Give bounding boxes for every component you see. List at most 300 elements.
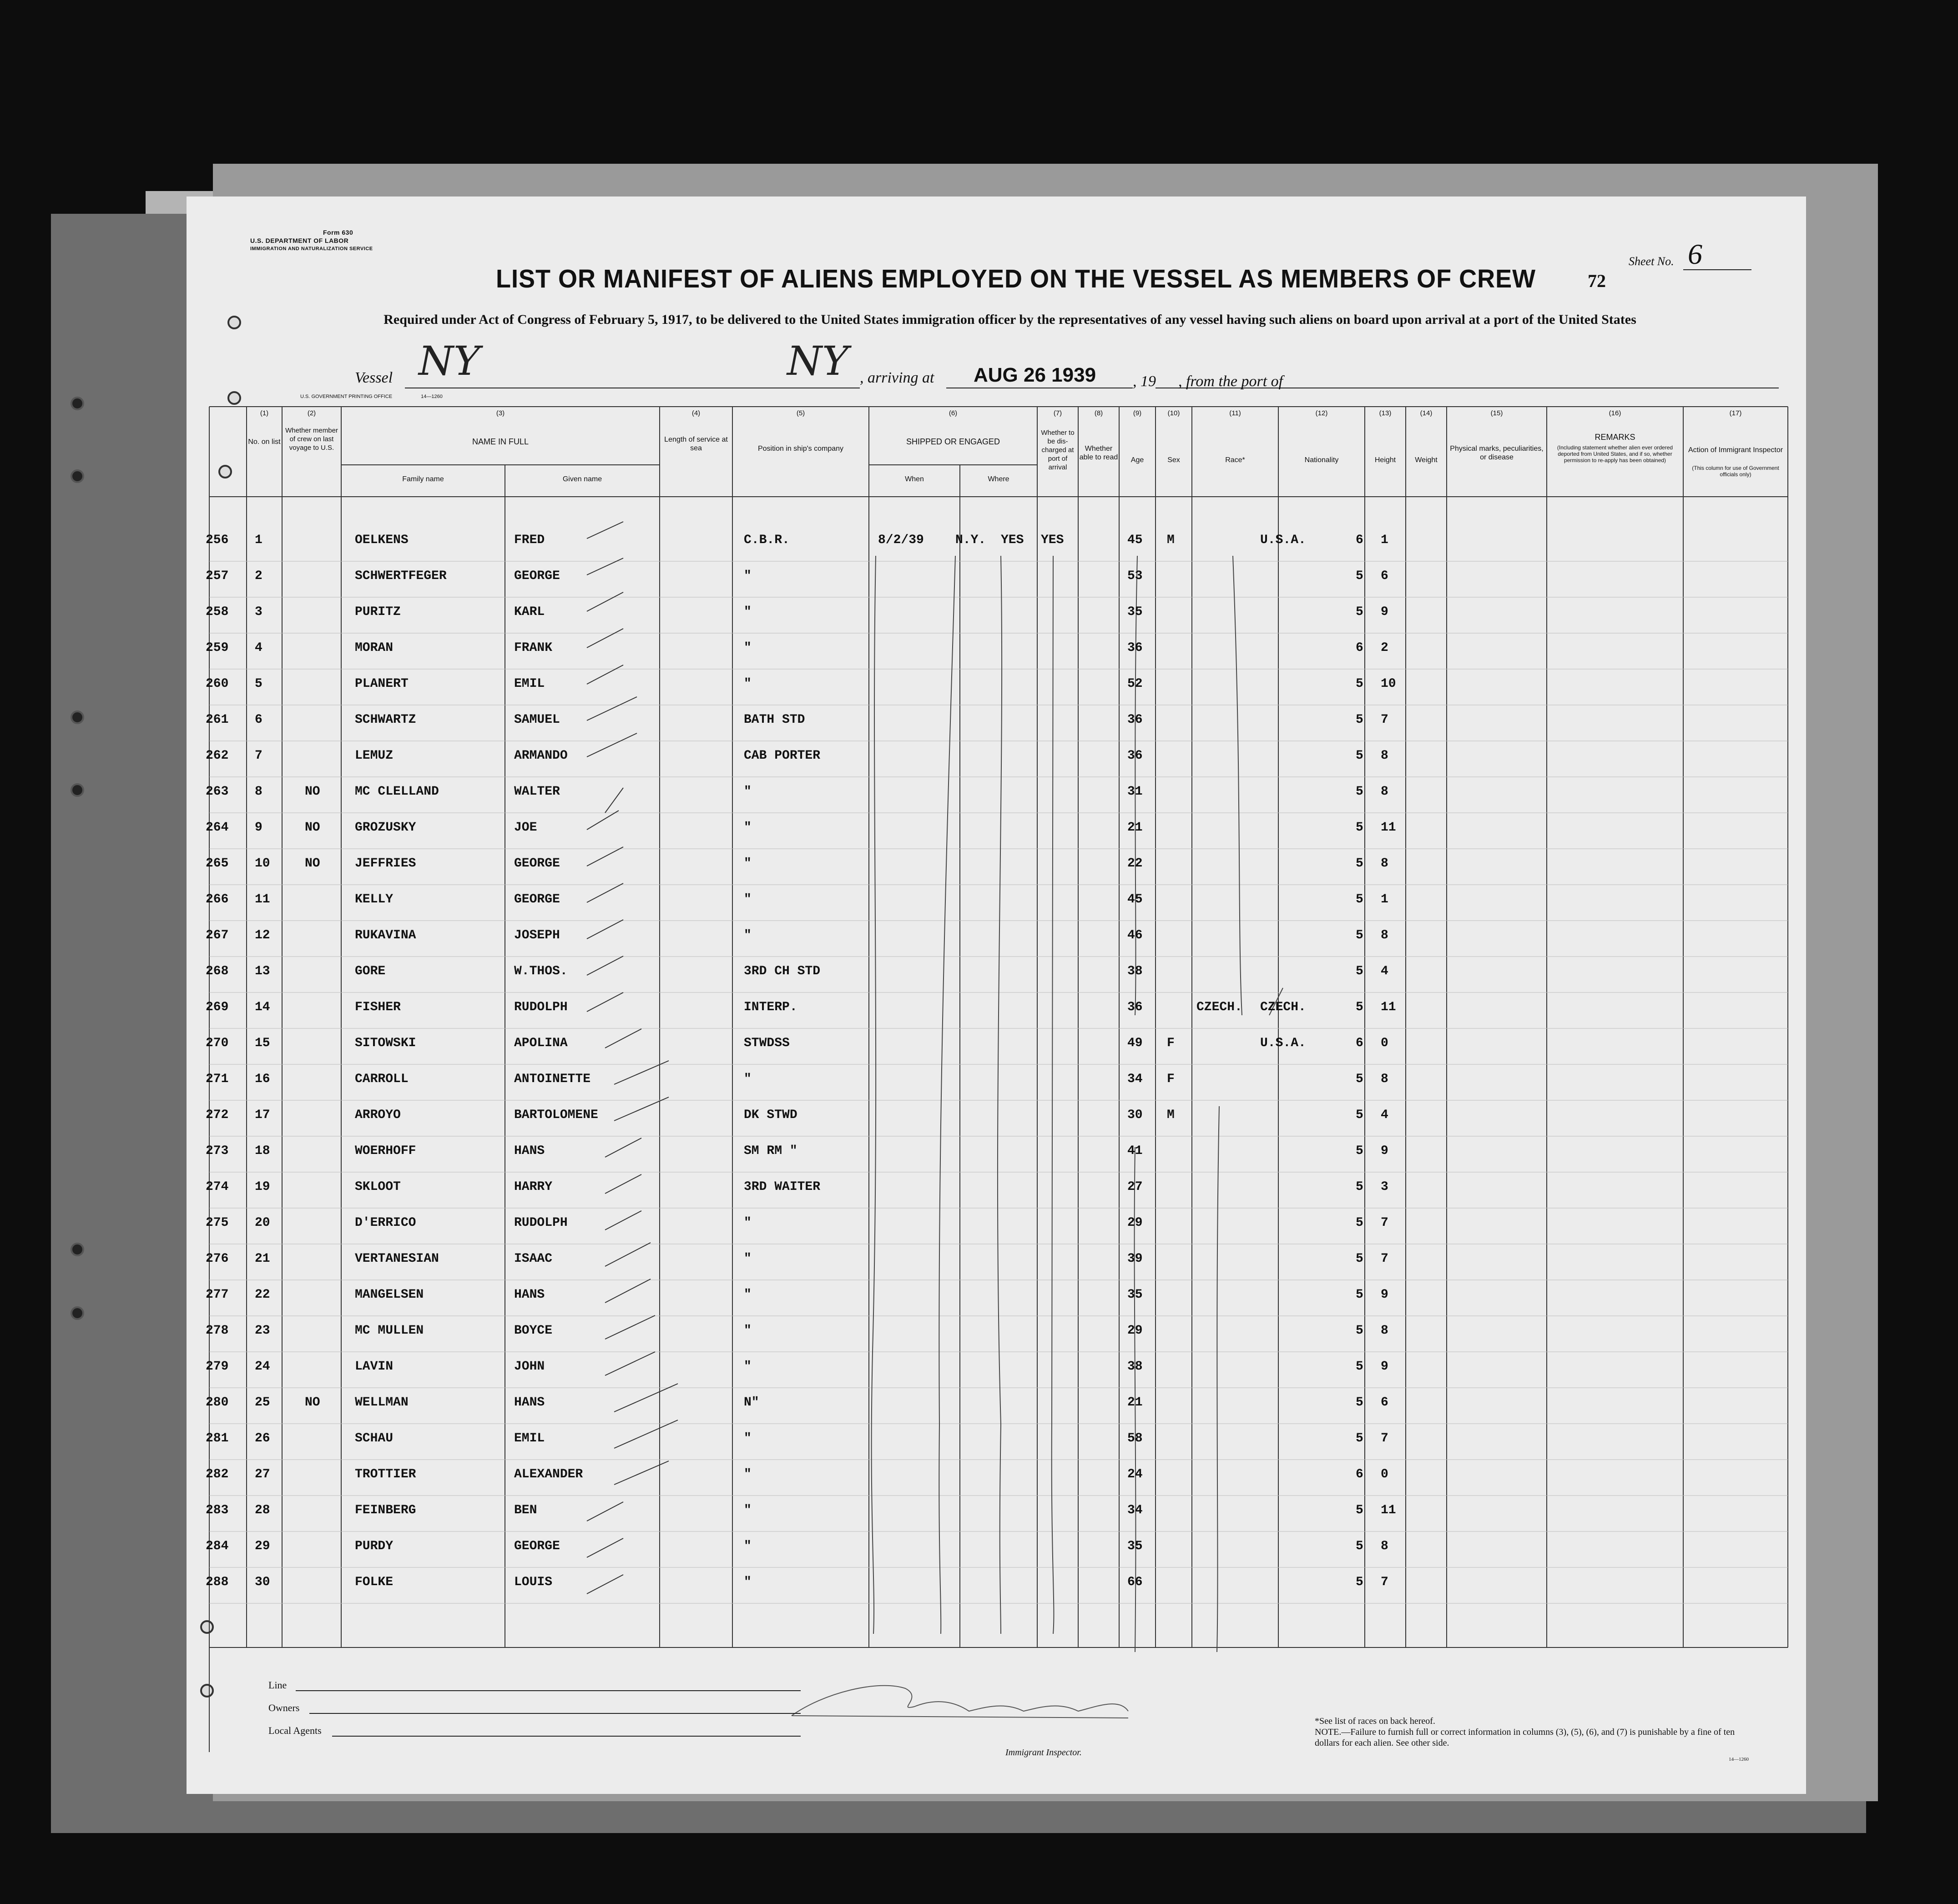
row-weight: 9 <box>1381 1360 1388 1374</box>
row-able-to-read: YES <box>1041 533 1064 547</box>
row-weight: 4 <box>1381 964 1388 978</box>
header-length-of-service: Length of service at sea <box>664 436 728 452</box>
row-age: 66 <box>1127 1575 1143 1589</box>
row-given-name: RUDOLPH <box>514 1000 568 1014</box>
row-ref-number: 264 <box>206 821 229 835</box>
header-where: Where <box>988 475 1009 483</box>
row-given-name: W.THOS. <box>514 964 568 978</box>
row-no-on-list: 18 <box>255 1144 270 1158</box>
row-no-on-list: 17 <box>255 1108 270 1122</box>
row-position: " <box>744 785 752 799</box>
row-given-name: HANS <box>514 1395 545 1410</box>
header-nationality: Nationality <box>1304 456 1339 464</box>
row-position: CAB PORTER <box>744 749 821 763</box>
header-no-on-list: No. on list <box>248 438 281 446</box>
row-no-on-list: 24 <box>255 1360 270 1374</box>
row-height: 5 <box>1356 964 1363 978</box>
row-age: 29 <box>1127 1324 1143 1338</box>
row-height: 5 <box>1356 928 1363 942</box>
ditto-lines <box>872 556 1283 1652</box>
row-ref-number: 256 <box>206 533 229 547</box>
row-age: 45 <box>1127 533 1143 547</box>
row-age: 21 <box>1127 1395 1143 1410</box>
row-given-name: JOHN <box>514 1360 545 1374</box>
row-age: 49 <box>1127 1036 1143 1050</box>
row-ref-number: 263 <box>206 785 229 799</box>
row-ref-number: 276 <box>206 1252 229 1266</box>
row-height: 5 <box>1356 821 1363 835</box>
punch-hole-icon <box>200 1684 214 1697</box>
binder-ring-icon <box>71 783 84 797</box>
row-age: 58 <box>1127 1431 1143 1446</box>
row-family-name: KELLY <box>355 892 394 907</box>
row-age: 34 <box>1127 1503 1143 1517</box>
header-given-name: Given name <box>562 475 602 483</box>
row-family-name: JEFFRIES <box>355 856 416 871</box>
row-position: " <box>744 1360 752 1374</box>
row-weight: 7 <box>1381 1431 1388 1446</box>
row-given-name: ISAAC <box>514 1252 553 1266</box>
row-height: 5 <box>1356 749 1363 763</box>
row-ref-number: 266 <box>206 892 229 907</box>
row-age: 52 <box>1127 677 1143 691</box>
row-weight: 8 <box>1381 749 1388 763</box>
row-age: 36 <box>1127 641 1143 655</box>
row-no-on-list: 15 <box>255 1036 270 1050</box>
row-age: 24 <box>1127 1467 1143 1481</box>
row-height: 5 <box>1356 1360 1363 1374</box>
races-note: *See list of races on back hereof. <box>1315 1716 1435 1726</box>
row-given-name: ARMANDO <box>514 749 568 763</box>
row-family-name: SKLOOT <box>355 1180 401 1194</box>
header-whether-member: Whether member of crew on last voyage to U.S. <box>285 427 338 452</box>
binder-ring-icon <box>71 1243 84 1256</box>
row-height: 5 <box>1356 1216 1363 1230</box>
row-nationality: U.S.A. <box>1260 1036 1306 1050</box>
row-ref-number: 273 <box>206 1144 229 1158</box>
row-age: 31 <box>1127 785 1143 799</box>
row-given-name: HARRY <box>514 1180 553 1194</box>
row-position: 3RD WAITER <box>744 1180 821 1194</box>
row-ref-number: 269 <box>206 1000 229 1014</box>
row-height: 5 <box>1356 605 1363 619</box>
footer-line-label: Line <box>268 1679 287 1691</box>
row-position: " <box>744 641 752 655</box>
row-ref-number: 288 <box>206 1575 229 1589</box>
row-given-name: BARTOLOMENE <box>514 1108 598 1122</box>
row-ref-number: 282 <box>206 1467 229 1481</box>
row-ref-number: 275 <box>206 1216 229 1230</box>
immigrant-inspector-label: Immigrant Inspector. <box>1005 1748 1082 1758</box>
row-ref-number: 260 <box>206 677 229 691</box>
row-member-last-voyage: NO <box>305 821 320 835</box>
row-no-on-list: 1 <box>255 533 262 547</box>
row-age: 45 <box>1127 892 1143 907</box>
row-position: " <box>744 1431 752 1446</box>
row-no-on-list: 3 <box>255 605 262 619</box>
row-height: 6 <box>1356 1036 1363 1050</box>
row-no-on-list: 10 <box>255 856 270 871</box>
arrival-date-stamp: AUG 26 1939 <box>974 364 1096 386</box>
row-ref-number: 270 <box>206 1036 229 1050</box>
row-position: INTERP. <box>744 1000 797 1014</box>
row-age: 35 <box>1127 1288 1143 1302</box>
row-height: 5 <box>1356 1539 1363 1553</box>
row-given-name: GEORGE <box>514 569 560 583</box>
form-header-block <box>250 228 373 253</box>
row-weight: 7 <box>1381 1575 1388 1589</box>
header-shipped-or-engaged: SHIPPED OR ENGAGED <box>906 437 1000 446</box>
row-position: " <box>744 1252 752 1266</box>
row-given-name: FRED <box>514 533 545 547</box>
row-no-on-list: 20 <box>255 1216 270 1230</box>
row-height: 5 <box>1356 1575 1363 1589</box>
row-race: CZECH. <box>1196 1000 1242 1014</box>
header-action-sub: (This column for use of Government officials only) <box>1692 465 1779 478</box>
row-given-name: RUDOLPH <box>514 1216 568 1230</box>
row-ref-number: 277 <box>206 1288 229 1302</box>
service-name: IMMIGRATION AND NATURALIZATION SERVICE <box>250 246 373 252</box>
row-age: 36 <box>1127 1000 1143 1014</box>
row-age: 38 <box>1127 1360 1143 1374</box>
row-ref-number: 259 <box>206 641 229 655</box>
row-weight: 8 <box>1381 856 1388 871</box>
row-position: " <box>744 1324 752 1338</box>
row-weight: 3 <box>1381 1180 1388 1194</box>
printing-office-text: U.S. GOVERNMENT PRINTING OFFICE <box>300 394 393 399</box>
row-no-on-list: 16 <box>255 1072 270 1086</box>
row-height: 5 <box>1356 1324 1363 1338</box>
row-position: STWDSS <box>744 1036 790 1050</box>
row-family-name: FISHER <box>355 1000 401 1014</box>
row-family-name: MANGELSEN <box>355 1288 424 1302</box>
row-ref-number: 279 <box>206 1360 229 1374</box>
row-height: 5 <box>1356 569 1363 583</box>
check-marks <box>587 522 678 1594</box>
row-height: 5 <box>1356 1431 1363 1446</box>
department-name: U.S. DEPARTMENT OF LABOR <box>250 237 349 244</box>
header-physical-marks: Physical marks, peculiarities, or disease <box>1450 445 1544 461</box>
header-action-inspector: Action of Immigrant Inspector <box>1688 446 1783 454</box>
row-weight: 2 <box>1381 641 1388 655</box>
row-age: 21 <box>1127 821 1143 835</box>
header-when: When <box>905 475 924 483</box>
row-family-name: GORE <box>355 964 386 978</box>
row-given-name: GEORGE <box>514 856 560 871</box>
row-age: 35 <box>1127 1539 1143 1553</box>
punch-hole-icon <box>200 1620 214 1634</box>
required-under-act-text: Required under Act of Congress of February 5, 1917, to be delivered to the United States immigration officer by the representatives of any vessel having such aliens on board upon arrival at a port of the United States <box>384 312 1636 327</box>
row-weight: 6 <box>1381 569 1388 583</box>
row-position: C.B.R. <box>744 533 790 547</box>
row-ref-number: 268 <box>206 964 229 978</box>
row-given-name: HANS <box>514 1288 545 1302</box>
row-height: 5 <box>1356 1180 1363 1194</box>
row-weight: 6 <box>1381 1395 1388 1410</box>
row-ref-number: 281 <box>206 1431 229 1446</box>
footer-line-field <box>296 1690 801 1691</box>
row-weight: 0 <box>1381 1467 1388 1481</box>
row-position: " <box>744 677 752 691</box>
row-given-name: EMIL <box>514 1431 545 1446</box>
footer-note <box>1315 1716 1761 1748</box>
row-no-on-list: 4 <box>255 641 262 655</box>
footer-owners-field <box>309 1713 801 1714</box>
row-no-on-list: 27 <box>255 1467 270 1481</box>
row-family-name: RUKAVINA <box>355 928 416 942</box>
row-no-on-list: 19 <box>255 1180 270 1194</box>
vessel-label: Vessel <box>355 369 393 386</box>
row-ref-number: 257 <box>206 569 229 583</box>
row-shipped-where: N.Y. <box>955 533 986 547</box>
punch-hole-icon <box>227 316 241 329</box>
header-family-name: Family name <box>402 475 444 483</box>
row-rule-lines <box>209 561 1788 1603</box>
row-given-name: KARL <box>514 605 545 619</box>
header-age: Age <box>1130 456 1144 464</box>
row-given-name: BEN <box>514 1503 537 1517</box>
row-no-on-list: 11 <box>255 892 270 907</box>
row-sex: M <box>1167 1108 1175 1122</box>
row-position: BATH STD <box>744 713 805 727</box>
row-ref-number: 265 <box>206 856 229 871</box>
row-weight: 8 <box>1381 1324 1388 1338</box>
row-family-name: LEMUZ <box>355 749 394 763</box>
punch-hole-icon <box>227 391 241 405</box>
row-family-name: OELKENS <box>355 533 409 547</box>
col-num-9: (9) <box>1133 409 1142 417</box>
row-given-name: WALTER <box>514 785 560 799</box>
row-given-name: LOUIS <box>514 1575 553 1589</box>
row-ref-number: 262 <box>206 749 229 763</box>
row-member-last-voyage: NO <box>305 785 320 799</box>
col-num-1: (1) <box>260 409 269 417</box>
row-no-on-list: 29 <box>255 1539 270 1553</box>
row-age: 46 <box>1127 928 1143 942</box>
col-num-12: (12) <box>1315 409 1328 417</box>
sheet-number-line <box>1683 269 1751 270</box>
row-position: " <box>744 605 752 619</box>
row-position: " <box>744 1467 752 1481</box>
row-given-name: APOLINA <box>514 1036 568 1050</box>
row-family-name: MC CLELLAND <box>355 785 439 799</box>
row-position: " <box>744 892 752 907</box>
row-position: " <box>744 1216 752 1230</box>
col-num-11: (11) <box>1229 409 1241 417</box>
header-remarks: REMARKS <box>1595 433 1635 442</box>
col-num-7: (7) <box>1053 409 1062 417</box>
row-age: 39 <box>1127 1252 1143 1266</box>
header-able-to-read: Whether able to read <box>1079 445 1118 461</box>
row-no-on-list: 13 <box>255 964 270 978</box>
row-height: 5 <box>1356 1503 1363 1517</box>
row-ref-number: 280 <box>206 1395 229 1410</box>
row-given-name: JOSEPH <box>514 928 560 942</box>
row-family-name: PLANERT <box>355 677 409 691</box>
row-weight: 8 <box>1381 1539 1388 1553</box>
row-no-on-list: 9 <box>255 821 262 835</box>
from-port-label: , from the port of <box>1178 373 1283 390</box>
row-family-name: FEINBERG <box>355 1503 416 1517</box>
col-num-3: (3) <box>496 409 505 417</box>
arriving-label: , arriving at <box>860 369 934 386</box>
row-height: 5 <box>1356 1144 1363 1158</box>
row-no-on-list: 2 <box>255 569 262 583</box>
col-num-8: (8) <box>1094 409 1103 417</box>
row-weight: 4 <box>1381 1108 1388 1122</box>
row-given-name: FRANK <box>514 641 553 655</box>
year-label: , 19 <box>1133 373 1156 390</box>
row-weight: 8 <box>1381 785 1388 799</box>
row-sex: F <box>1167 1036 1175 1050</box>
row-ref-number: 283 <box>206 1503 229 1517</box>
header-position: Position in ship's company <box>757 445 844 453</box>
footer-local-agents-field <box>332 1736 801 1737</box>
row-family-name: SCHWERTFEGER <box>355 569 447 583</box>
row-family-name: GROZUSKY <box>355 821 416 835</box>
row-given-name: JOE <box>514 821 537 835</box>
form-code-bottom: 14—1260 <box>1729 1757 1749 1762</box>
row-no-on-list: 28 <box>255 1503 270 1517</box>
row-given-name: ALEXANDER <box>514 1467 583 1481</box>
row-height: 5 <box>1356 892 1363 907</box>
row-no-on-list: 30 <box>255 1575 270 1589</box>
row-member-last-voyage: NO <box>305 856 320 871</box>
row-age: 36 <box>1127 713 1143 727</box>
row-height: 6 <box>1356 533 1363 547</box>
col-num-16: (16) <box>1609 409 1621 417</box>
row-weight: 11 <box>1381 1503 1396 1517</box>
row-weight: 11 <box>1381 821 1396 835</box>
row-position: " <box>744 856 752 871</box>
row-height: 5 <box>1356 785 1363 799</box>
row-position: DK STWD <box>744 1108 797 1122</box>
row-family-name: WELLMAN <box>355 1395 409 1410</box>
binder-ring-icon <box>71 397 84 410</box>
row-weight: 11 <box>1381 1000 1396 1014</box>
row-given-name: ANTOINETTE <box>514 1072 591 1086</box>
row-given-name: HANS <box>514 1144 545 1158</box>
row-age: 41 <box>1127 1144 1143 1158</box>
row-age: 53 <box>1127 569 1143 583</box>
binder-ring-icon <box>71 1306 84 1320</box>
col-num-4: (4) <box>691 409 701 417</box>
row-nationality: CZECH. <box>1260 1000 1306 1014</box>
row-position: " <box>744 1575 752 1589</box>
row-weight: 9 <box>1381 1288 1388 1302</box>
row-ref-number: 258 <box>206 605 229 619</box>
row-family-name: PURDY <box>355 1539 394 1553</box>
row-height: 5 <box>1356 1395 1363 1410</box>
row-weight: 9 <box>1381 605 1388 619</box>
row-sex: M <box>1167 533 1175 547</box>
row-weight: 7 <box>1381 713 1388 727</box>
row-family-name: FOLKE <box>355 1575 394 1589</box>
row-weight: 7 <box>1381 1252 1388 1266</box>
row-family-name: SCHAU <box>355 1431 394 1446</box>
row-family-name: SITOWSKI <box>355 1036 416 1050</box>
row-height: 5 <box>1356 1108 1363 1122</box>
row-height: 5 <box>1356 1000 1363 1014</box>
row-age: 35 <box>1127 605 1143 619</box>
row-weight: 10 <box>1381 677 1396 691</box>
punch-hole-icon <box>218 465 232 479</box>
row-position: " <box>744 569 752 583</box>
penalty-note: NOTE.—Failure to furnish full or correct information in columns (3), (5), (6), and (7) is punishable by a fine of ten dollars for each alien. See other side. <box>1315 1727 1735 1748</box>
row-height: 6 <box>1356 641 1363 655</box>
row-family-name: VERTANESIAN <box>355 1252 439 1266</box>
row-family-name: WOERHOFF <box>355 1144 416 1158</box>
row-family-name: D'ERRICO <box>355 1216 416 1230</box>
row-no-on-list: 6 <box>255 713 262 727</box>
vessel-name-handwritten: NY <box>419 337 480 384</box>
header-whether-discharged: Whether to be dis- charged at port of arrival <box>1041 429 1075 471</box>
row-nationality: U.S.A. <box>1260 533 1306 547</box>
row-family-name: CARROLL <box>355 1072 409 1086</box>
row-weight: 9 <box>1381 1144 1388 1158</box>
row-position: N" <box>744 1395 759 1410</box>
row-position: SM RM " <box>744 1144 797 1158</box>
row-position: " <box>744 1072 752 1086</box>
row-ref-number: 278 <box>206 1324 229 1338</box>
row-ref-number: 284 <box>206 1539 229 1553</box>
col-num-13: (13) <box>1379 409 1392 417</box>
row-shipped-when: 8/2/39 <box>878 533 924 547</box>
binder-ring-icon <box>71 469 84 483</box>
row-age: 36 <box>1127 749 1143 763</box>
row-weight: 1 <box>1381 892 1388 907</box>
row-given-name: BOYCE <box>514 1324 553 1338</box>
page-number: 72 <box>1588 271 1606 291</box>
col-num-17: (17) <box>1729 409 1742 417</box>
col-num-2: (2) <box>307 409 316 417</box>
row-weight: 8 <box>1381 1072 1388 1086</box>
row-ref-number: 272 <box>206 1108 229 1122</box>
row-ref-number: 271 <box>206 1072 229 1086</box>
row-no-on-list: 21 <box>255 1252 270 1266</box>
row-height: 5 <box>1356 1072 1363 1086</box>
row-ref-number: 261 <box>206 713 229 727</box>
row-given-name: GEORGE <box>514 1539 560 1553</box>
row-weight: 0 <box>1381 1036 1388 1050</box>
row-family-name: MC MULLEN <box>355 1324 424 1338</box>
row-height: 5 <box>1356 1288 1363 1302</box>
signature-drawing <box>792 1686 1128 1718</box>
manifest-page <box>187 196 1806 1794</box>
row-weight: 8 <box>1381 928 1388 942</box>
row-given-name: GEORGE <box>514 892 560 907</box>
row-no-on-list: 22 <box>255 1288 270 1302</box>
row-family-name: MORAN <box>355 641 394 655</box>
row-age: 34 <box>1127 1072 1143 1086</box>
row-position: " <box>744 1503 752 1517</box>
row-no-on-list: 7 <box>255 749 262 763</box>
row-no-on-list: 23 <box>255 1324 270 1338</box>
row-weight: 1 <box>1381 533 1388 547</box>
header-sex: Sex <box>1167 456 1180 464</box>
row-given-name: SAMUEL <box>514 713 560 727</box>
row-no-on-list: 12 <box>255 928 270 942</box>
sheet-number-value: 6 <box>1688 238 1702 270</box>
row-member-last-voyage: NO <box>305 1395 320 1410</box>
row-position: " <box>744 1288 752 1302</box>
header-remarks-sub: (Including statement whether alien ever ordered deported from United States, and if so, whether permission to re-apply has been obtained) <box>1557 444 1673 463</box>
row-discharged: YES <box>1001 533 1024 547</box>
row-family-name: LAVIN <box>355 1360 394 1374</box>
row-no-on-list: 8 <box>255 785 262 799</box>
col-num-14: (14) <box>1420 409 1433 417</box>
form-number: Form 630 <box>323 229 353 236</box>
